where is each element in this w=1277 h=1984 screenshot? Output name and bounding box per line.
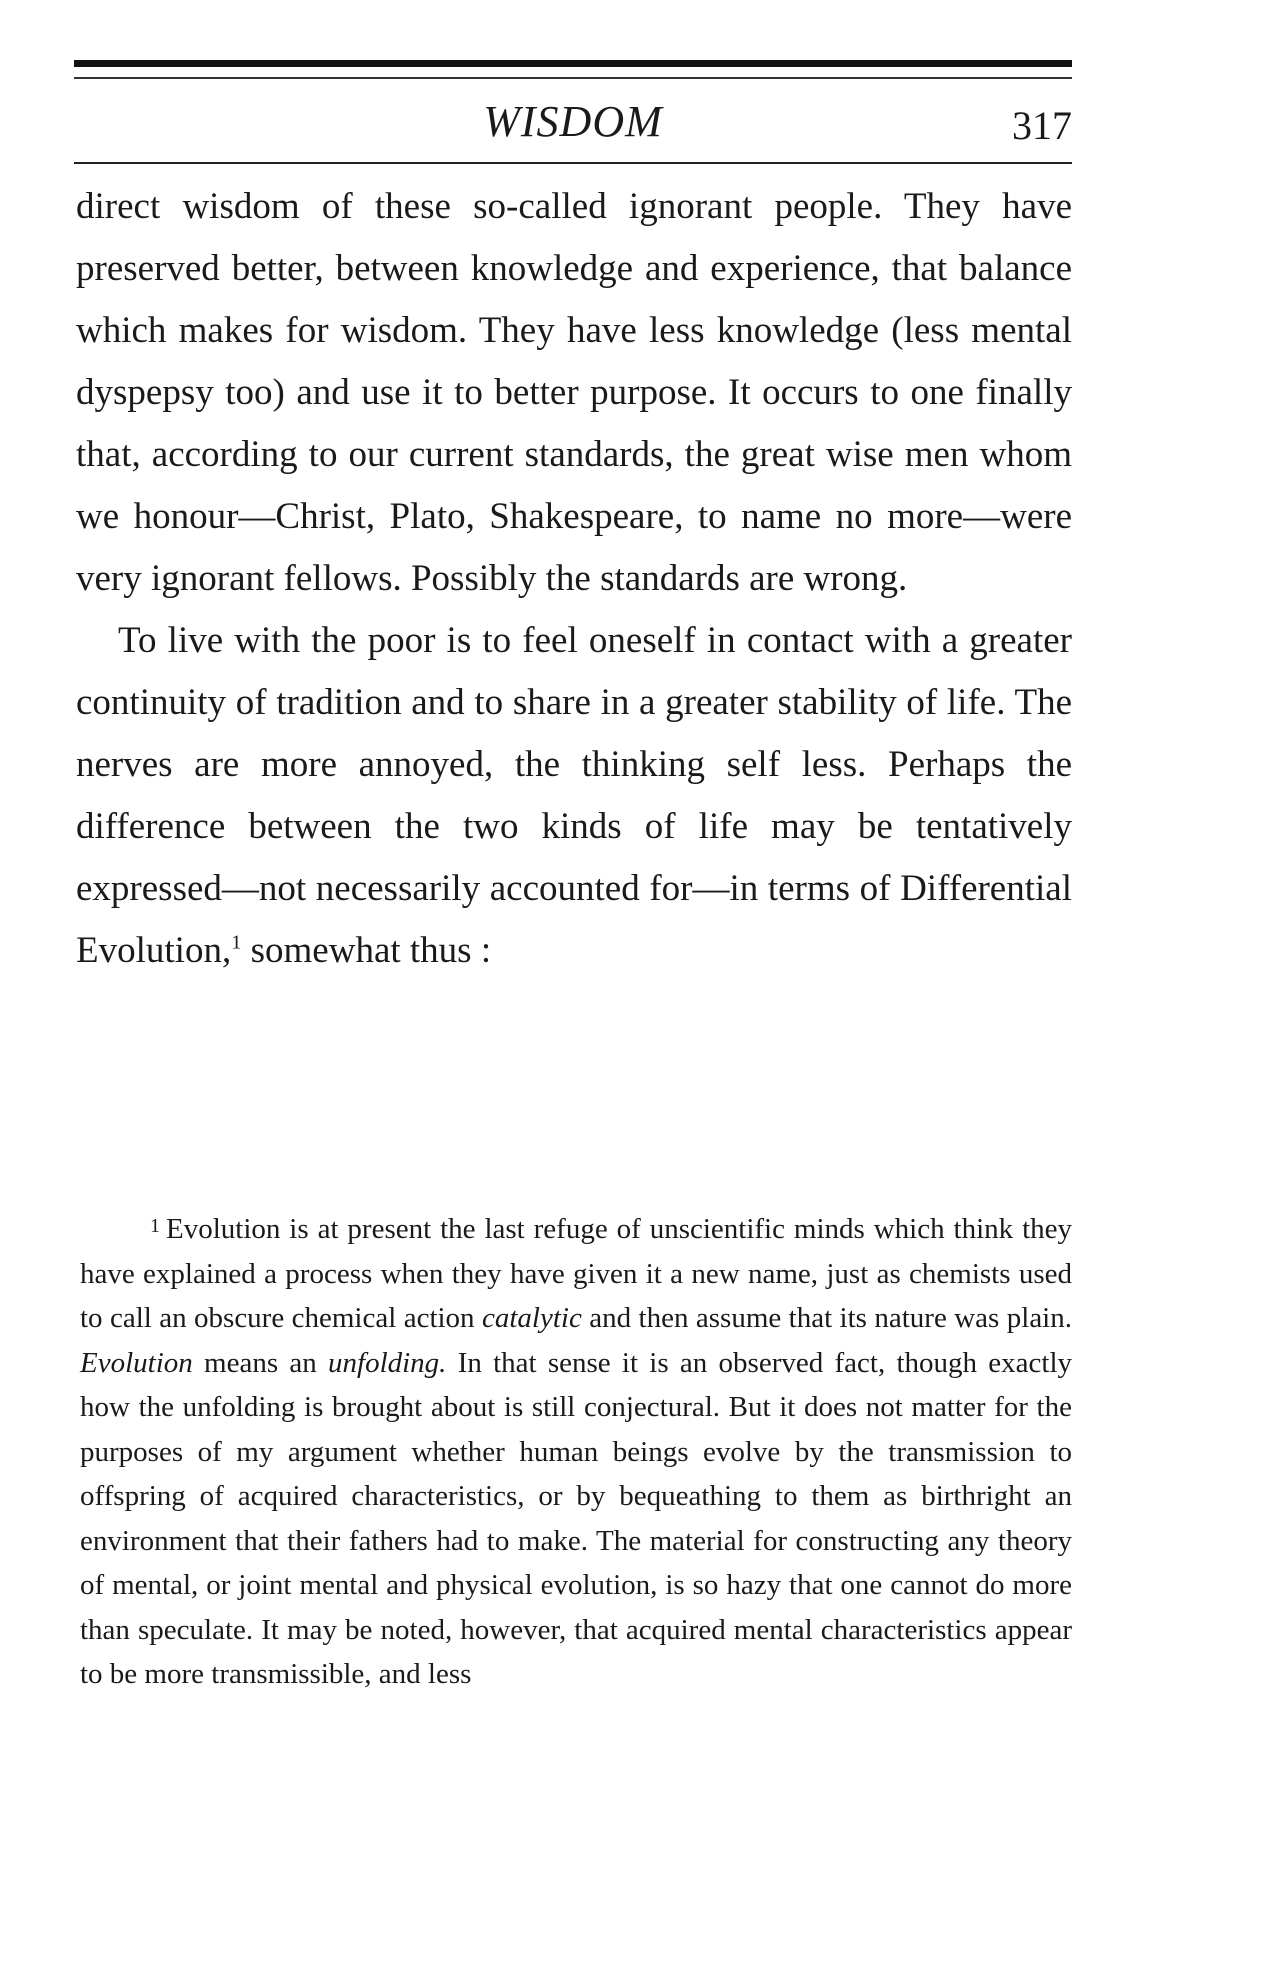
header-rule-thin	[74, 77, 1072, 79]
paragraph-1: direct wisdom of these so-called ignorant people. They have preserved better, between knowledge and experience, that balance which makes for wisdom. They have less knowledge (less mental dyspepsy too) and use it to better purpose. It occurs to one finally that, according to our current standards, the great wise men whom we honour—Christ, Plato, Shakespeare, to name no more—were very ignorant fellows. Possibly the standards are wrong.	[76, 186, 1072, 599]
footnote-italic-catalytic: catalytic	[481, 1302, 582, 1334]
footnote-mark: 1	[150, 1215, 160, 1237]
footnote-text-2: and then assume that its nature was plain.	[581, 1302, 1072, 1334]
footnote-reference: 1	[231, 931, 242, 954]
footnote-text-4: In that sense it is an observed fact, though exactly how the unfolding is brought about is still conjectural. But it does not matter for the purposes of my argument whether human beings evolve by the transmission to offspring of acquired characteristics, or by bequeathing to them as birthright an environment that their fathers had to make. The material for constructing any theory of mental, or joint mental and physical evolution, is so hazy that one cannot do more than speculate. It may be noted, however, that acquired mental characteristics appear to be more transmissible, and less	[80, 1346, 1072, 1690]
paragraph-2-text: To live with the poor is to feel oneself in contact with a greater continuity of tradition and to share in a greater stability of life. The nerves are more annoyed, the thinking self less. Perhaps the difference between the two kinds of life may be tentatively expressed—not necessarily accounted for—in terms of Differential Evolution,	[76, 620, 1072, 971]
page-number: 317	[1012, 103, 1072, 148]
header-rule-bottom	[74, 162, 1072, 164]
running-title: WISDOM	[483, 97, 663, 146]
footnote-italic-evolution: Evolution	[80, 1346, 193, 1379]
paragraph-2-end: somewhat thus :	[241, 930, 492, 971]
footnote-text-1: Evolution is at present the last refuge of unscientific minds which think they have explained a process when they have given it a new name, just as chemists used to call an obscure chemical action	[80, 1213, 1072, 1334]
footnote	[80, 1204, 1072, 1697]
paragraph-2	[76, 610, 1072, 982]
header-rule-thick	[74, 60, 1072, 67]
footnote-text-3: means an	[192, 1346, 329, 1379]
main-text	[76, 176, 1072, 982]
running-head	[74, 92, 1072, 152]
footnote-italic-unfolding: unfolding.	[328, 1346, 447, 1379]
